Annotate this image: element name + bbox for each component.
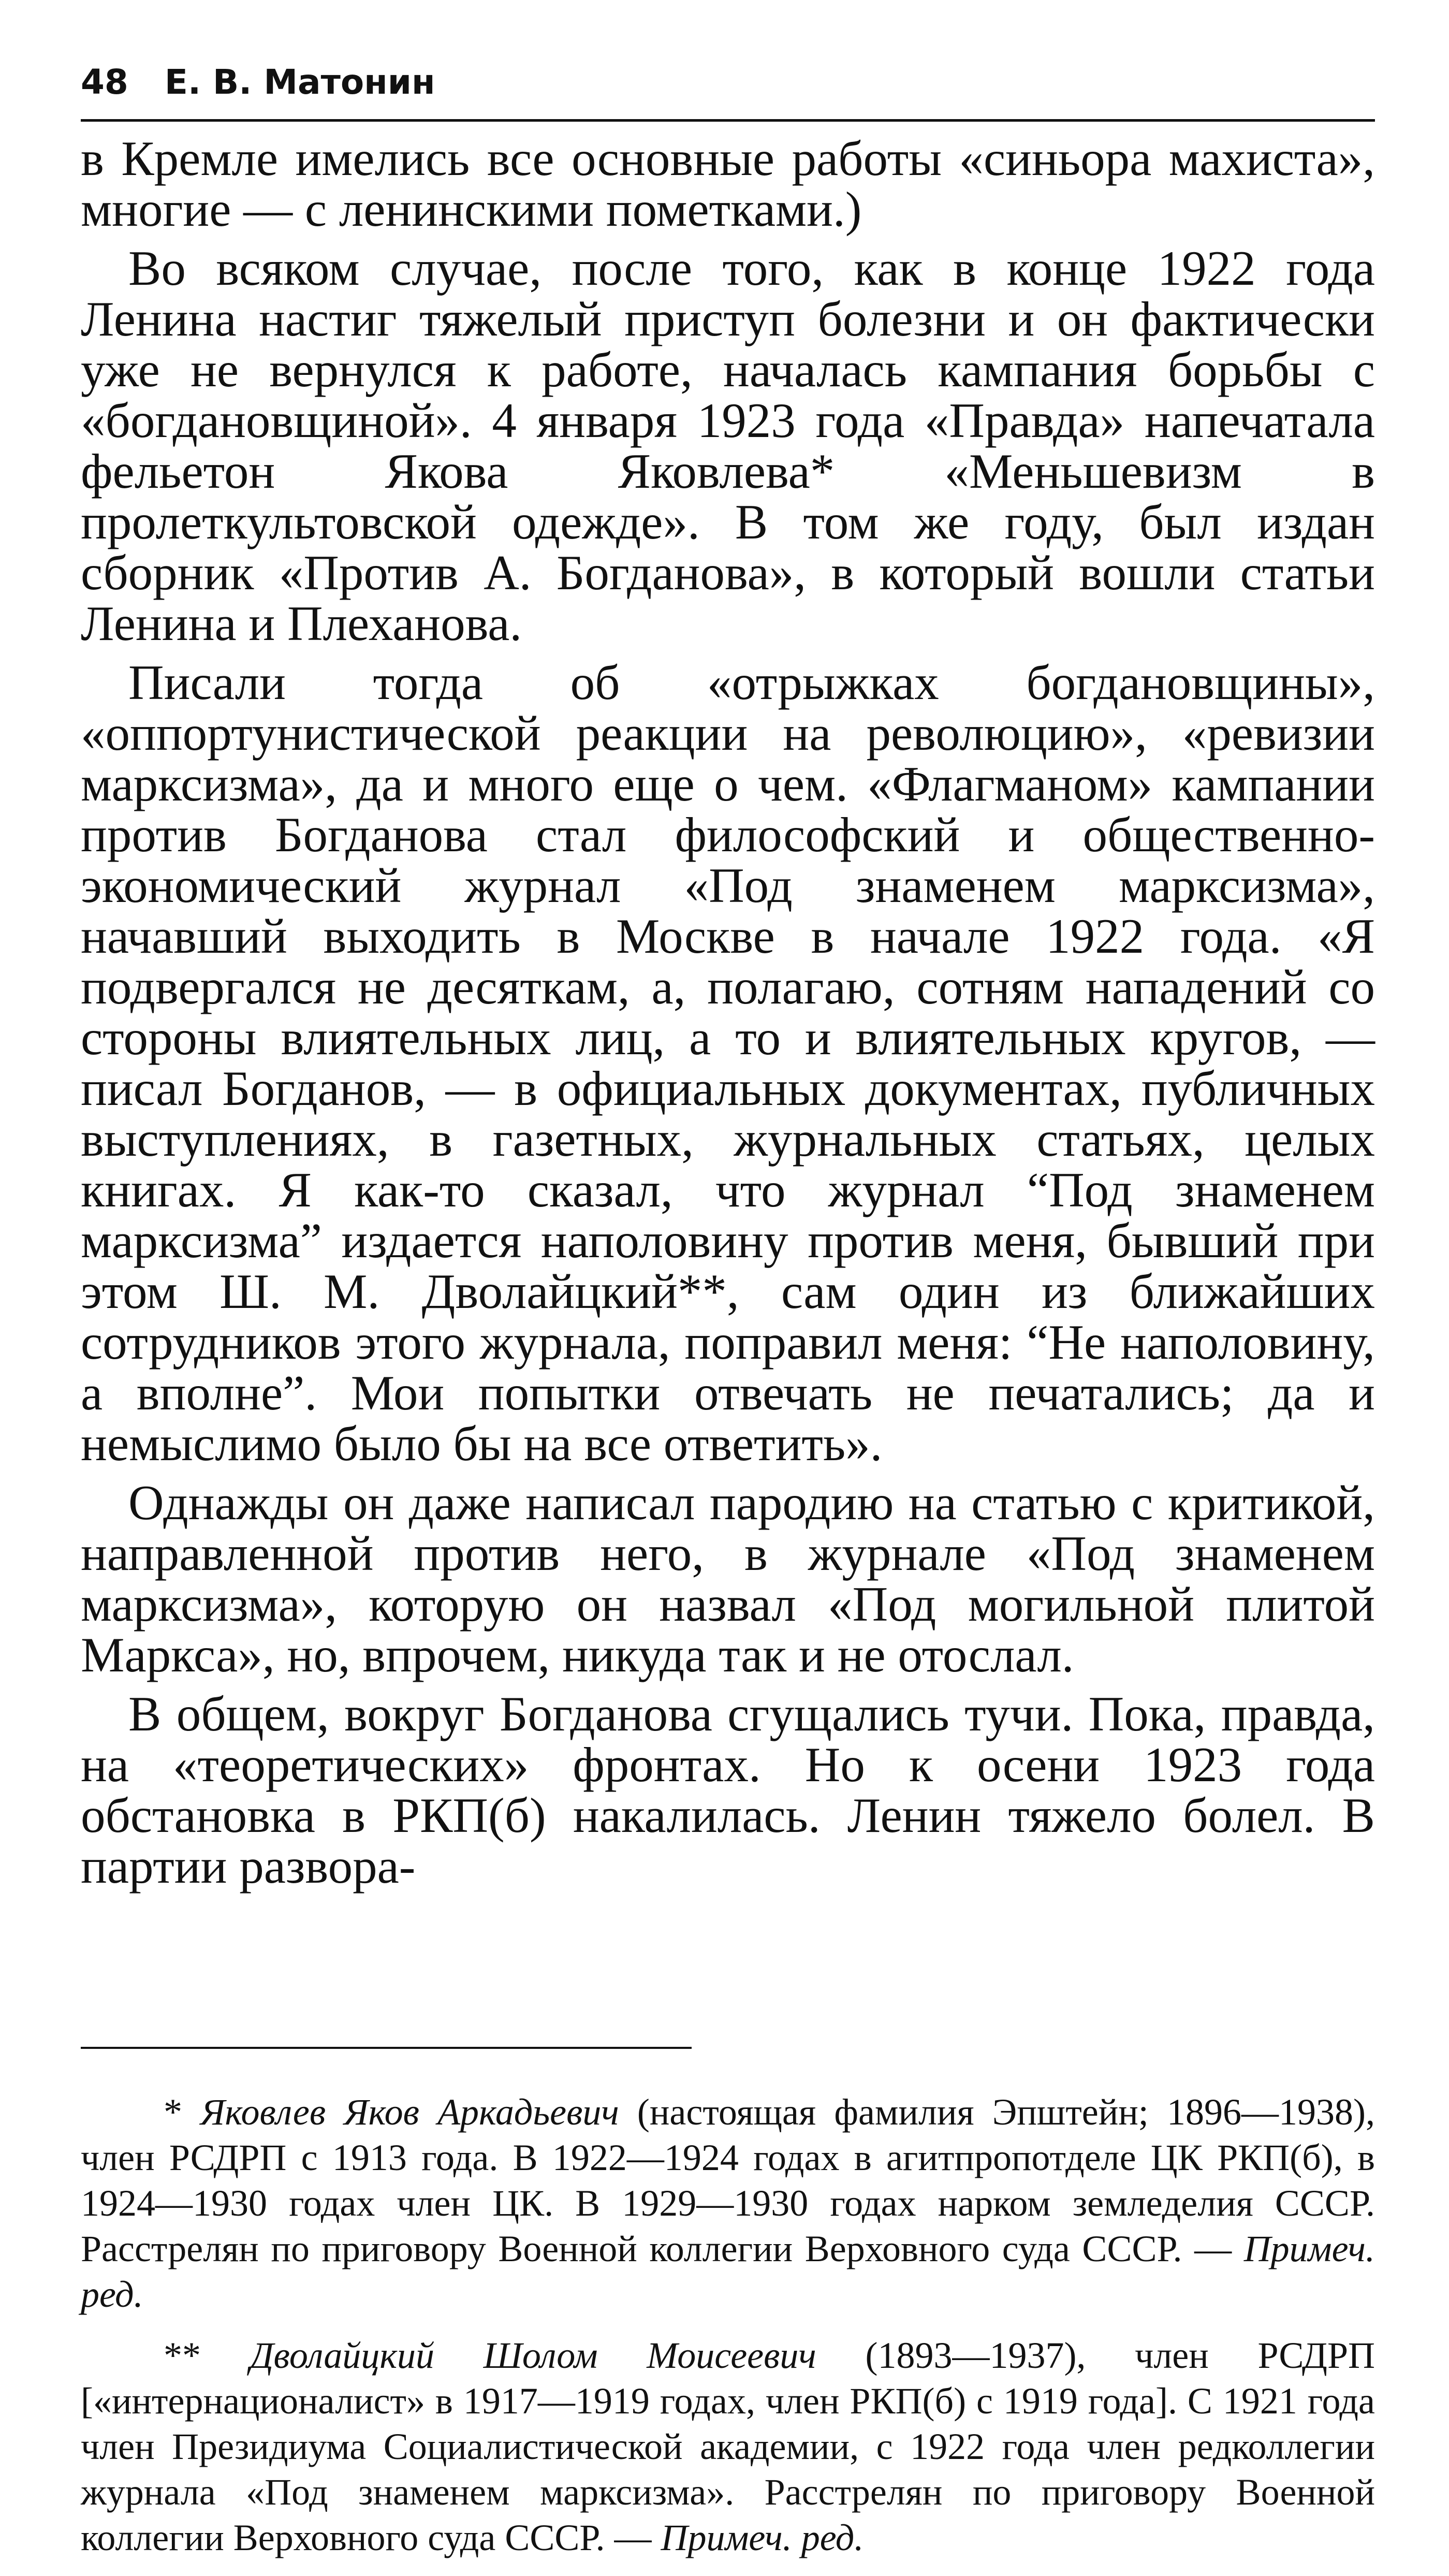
book-page: [81, 62, 1375, 2576]
footnote: [81, 2333, 1375, 2560]
footnote: [81, 2089, 1375, 2317]
paragraph: В общем, вокруг Богданова сгущались тучи. Пока, правда, на «теоретических» фронтах. Но к осени 1923 года обстановка в РКП(б) накалилась. Ленин тяжело болел. В партии развора-: [81, 1686, 1375, 1894]
footnote-divider: [81, 2047, 692, 2049]
running-header: [81, 62, 1375, 122]
footnote-person-name: Яковлев Яков Аркадьевич: [200, 2091, 619, 2133]
page-number: 48: [81, 62, 128, 102]
footnote-text: (настоящая фамилия Эпштейн; 1896—1938), член РСДРП с 1913 года. В 1922—1924 годах в агитпропотделе ЦК РКП(б), в 1924—1930 годах член ЦК. В 1929—1930 годах нарком земледелия СССР. Расстрелян по приговору Военной коллегии Верховного суда СССР. —: [81, 2091, 1375, 2269]
paragraph: Во всяком случае, после того, как в конце 1922 года Ленина настиг тяжелый приступ болезни и он фактически уже не вернулся к работе, началась кампания борьбы с «богдановщиной». 4 января 1923 года «Правда» напечатала фельетон Якова Яковлева* «Меньшевизм в пролеткультовской одежде». В том же году, был издан сборник «Против А. Богданова», в который вошли статьи Ленина и Плеханова.: [81, 241, 1375, 651]
footnote-mark: **: [164, 2335, 250, 2376]
paragraph: в Кремле имелись все основные работы «синьора махиста», многие — с ленинскими пометками.): [81, 131, 1375, 237]
main-text: [81, 131, 1375, 1894]
footnote-mark: *: [164, 2091, 201, 2133]
footnote-person-name: Дволайцкий Шолом Моисеевич: [250, 2335, 816, 2376]
editor-note: Примеч. ред.: [661, 2517, 864, 2558]
paragraph: Однажды он даже написал пародию на статью с критикой, направленной против него, в журнале «Под знаменем марксизма», которую он назвал «Под могильной плитой Маркса», но, впрочем, никуда так и не отослал.: [81, 1475, 1375, 1682]
footnote-text: (1893—1937), член РСДРП [«интернационалист» в 1917—1919 годах, член РКП(б) с 1919 года]. С 1921 года член Президиума Социалистической академии, с 1922 года член редколлегии журнала «Под знаменем марксизма». Расстрелян по приговору Военной коллегии Верховного суда СССР. —: [81, 2335, 1375, 2558]
editor-note: Примеч. ред.: [81, 2228, 1375, 2315]
author-name: Е. В. Матонин: [164, 62, 435, 102]
paragraph: Писали тогда об «отрыжках богдановщины», «оппортунистической реакции на революцию», «ревизии марксизма», да и много еще о чем. «Флагманом» кампании против Богданова стал философский и общественно-экономический журнал «Под знаменем марксизма», начавший выходить в Москве в начале 1922 года. «Я подвергался не десяткам, а, полагаю, сотням нападений со стороны влиятельных лиц, а то и влиятельных кругов, — писал Богданов, — в официальных документах, публичных выступлениях, в газетных, журнальных статьях, целых книгах. Я как-то сказал, что журнал “Под знаменем марксизма” издается наполовину против меня, бывший при этом Ш. М. Дволайцкий**, сам один из ближайших сотрудников этого журнала, поправил меня: “Не наполовину, а вполне”. Мои попытки отвечать не печатались; да и немыслимо было бы на все ответить».: [81, 655, 1375, 1471]
footnotes: [81, 2089, 1375, 2560]
